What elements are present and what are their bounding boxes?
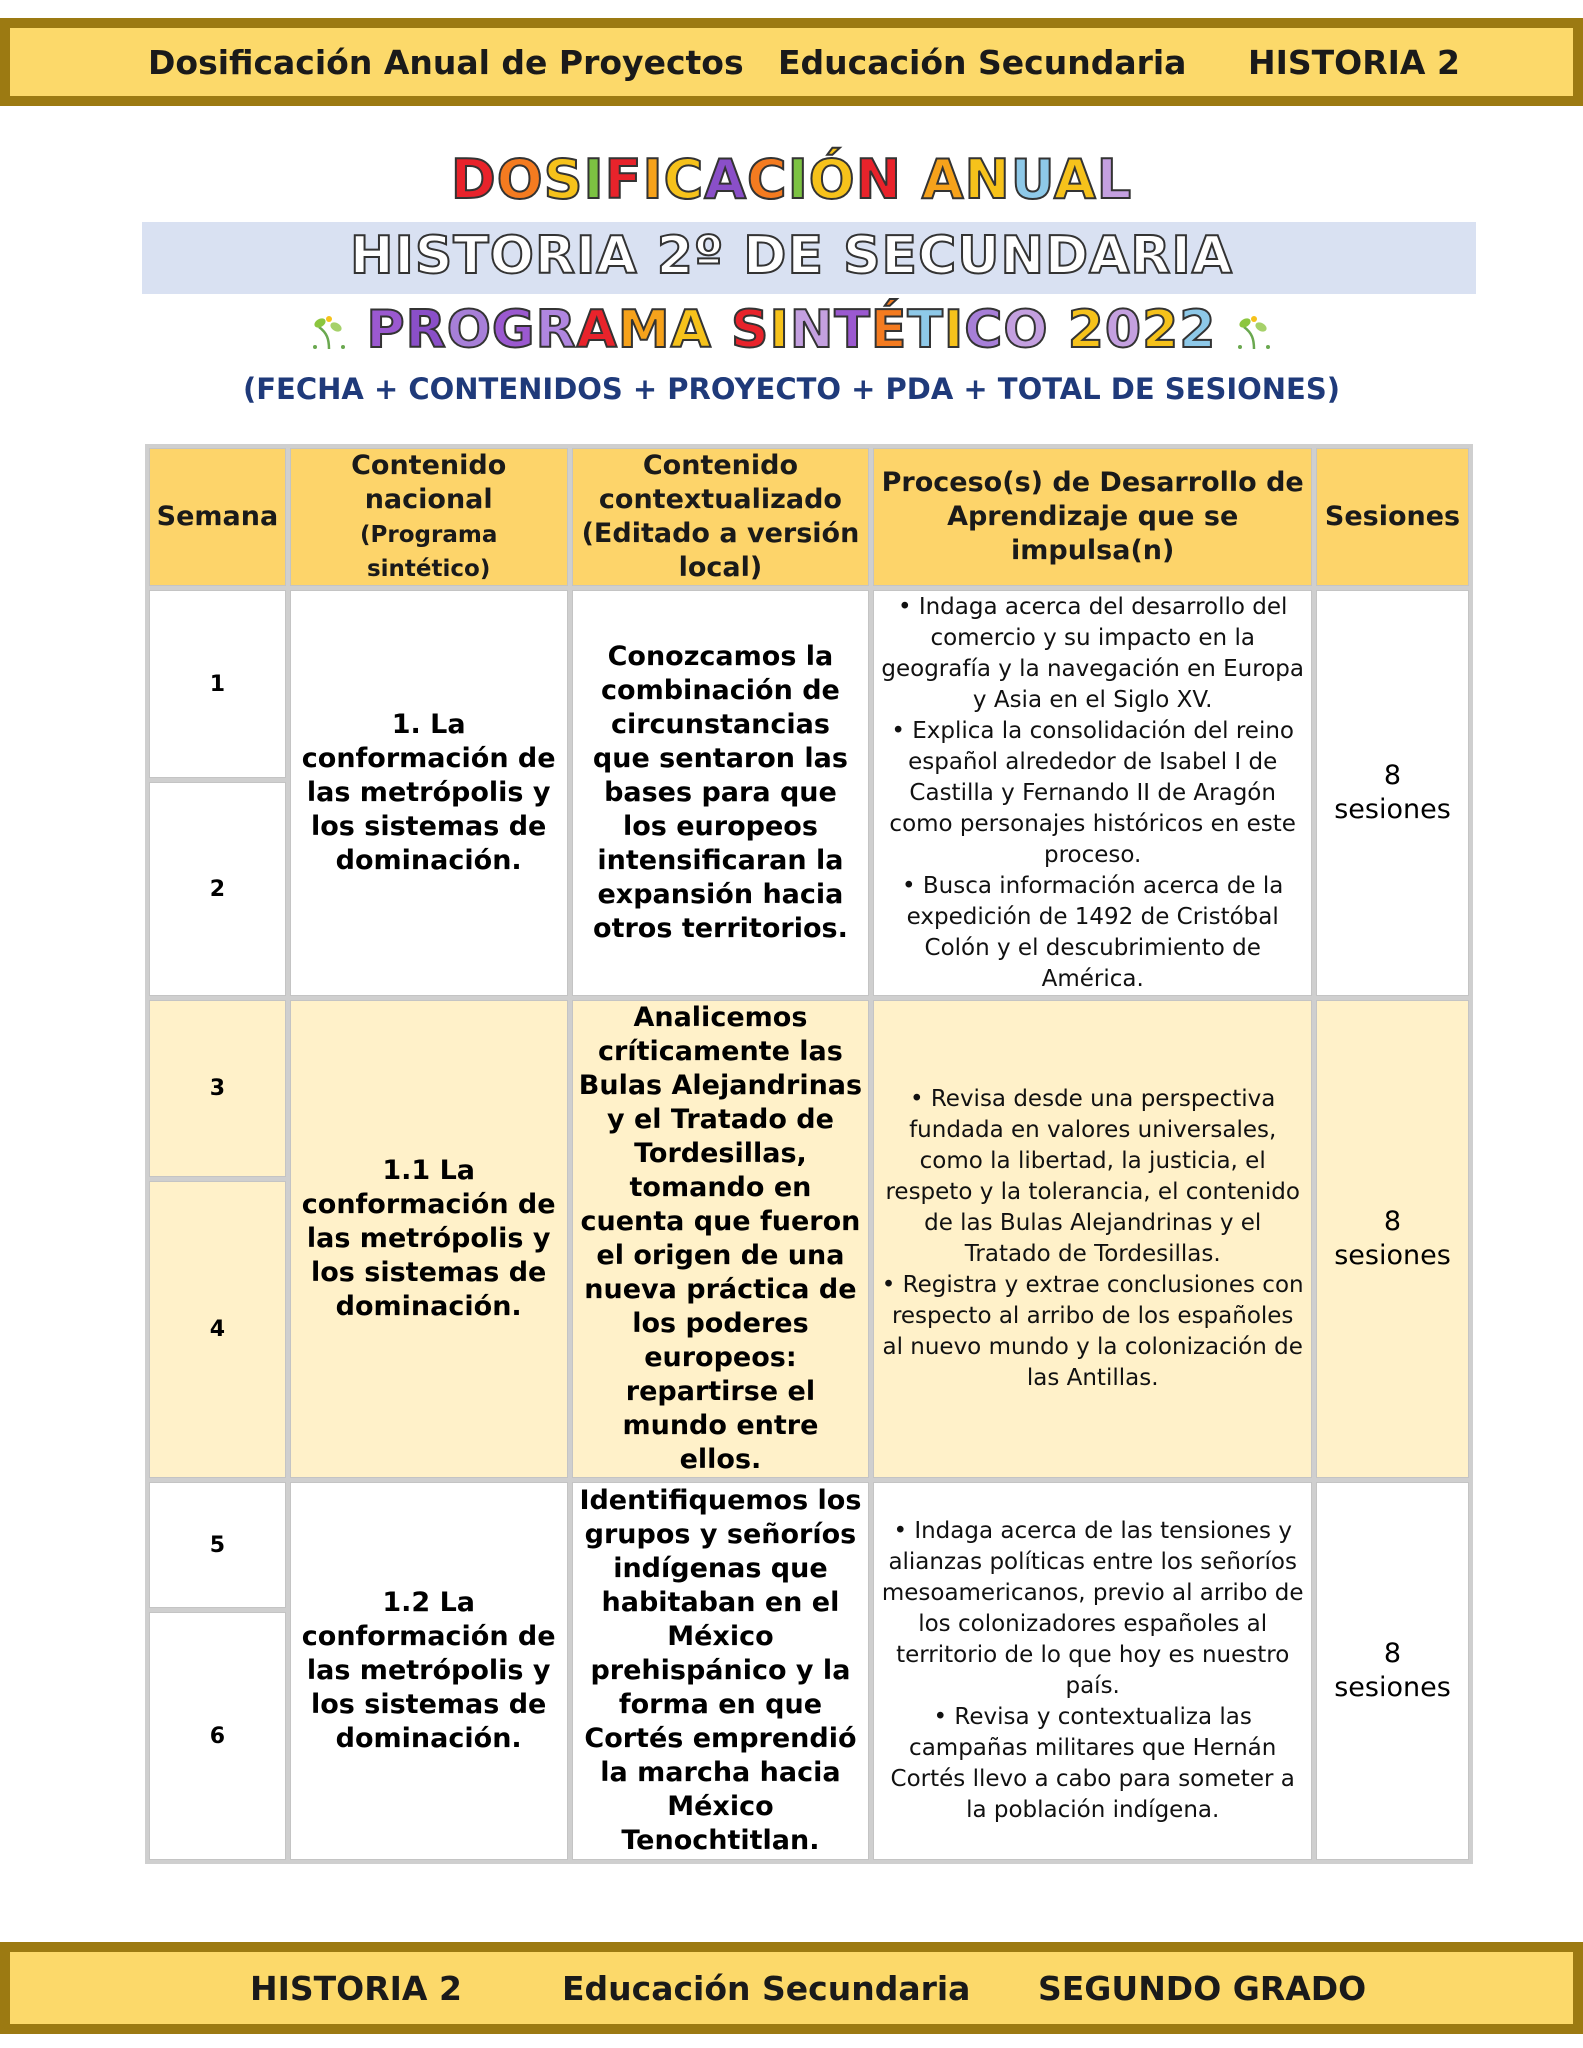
contenido-nacional-cell: 1. La conformación de las metrópolis y los sistemas de dominación.	[290, 590, 568, 996]
header-sesiones: Sesiones	[1316, 448, 1469, 586]
header-nacional-label: Contenido nacional	[351, 450, 507, 515]
pda-item: • Registra y extrae conclusiones con respecto al arribo de los españoles al nuevo mundo y la colonización de las Antillas.	[881, 1272, 1304, 1391]
week-cell: 3	[149, 1000, 286, 1177]
footer-center-text: Educación Secundaria	[562, 1968, 971, 2008]
header-center-text: Educación Secundaria	[778, 42, 1187, 82]
pda-cell	[873, 1482, 1312, 1860]
table-row	[149, 1000, 1469, 1177]
sesiones-cell	[1316, 590, 1469, 996]
week-cell: 2	[149, 782, 286, 996]
sesiones-number: 8	[1383, 760, 1402, 791]
table-header-row	[149, 448, 1469, 586]
week-cell: 4	[149, 1181, 286, 1478]
sesiones-cell	[1316, 1000, 1469, 1478]
title-subtitle: (FECHA + CONTENIDOS + PROYECTO + PDA + TOTAL DE SESIONES)	[242, 372, 1340, 406]
header-nacional-sub: (Programa sintético)	[360, 522, 498, 582]
leaf-decoration-icon	[1234, 313, 1274, 353]
pda-cell	[873, 590, 1312, 996]
header-nacional	[290, 448, 568, 586]
dosificacion-table	[145, 444, 1473, 1864]
table-row	[149, 1482, 1469, 1608]
header-semana: Semana	[149, 448, 286, 586]
pda-item: • Indaga acerca del desarrollo del comercio y su impacto en la geografía y la navegación en Europa y Asia en el Siglo XV.	[881, 593, 1304, 713]
contenido-nacional-cell: 1.1 La conformación de las metrópolis y los sistemas de dominación.	[290, 1000, 568, 1478]
header-pda: Proceso(s) de Desarrollo de Aprendizaje que se impulsa(n)	[873, 448, 1312, 586]
header-left-text: Dosificación Anual de Proyectos	[148, 42, 744, 82]
week-cell: 5	[149, 1482, 286, 1608]
pda-item: • Busca información acerca de la expedición de 1492 de Cristóbal Colón y el descubrimiento de América.	[901, 872, 1284, 992]
header-band	[0, 18, 1583, 106]
sesiones-number: 8	[1383, 1206, 1402, 1237]
contenido-contextualizado-cell: Conozcamos la combinación de circunstancias que sentaron las bases para que los europeos intensificaran la expansión hacia otros territorios.	[572, 590, 870, 996]
header-contextualizado: Contenido contextualizado (Editado a versión local)	[572, 448, 870, 586]
leaf-decoration-icon	[309, 313, 349, 353]
title-dosificacion: DOSIFICACIÓN ANUAL	[450, 148, 1133, 211]
sesiones-label: sesiones	[1334, 794, 1451, 825]
footer-left-text: HISTORIA 2	[250, 1968, 462, 2008]
sesiones-cell	[1316, 1482, 1469, 1860]
pda-item: • Revisa y contextualiza las campañas militares que Hernán Cortés llevo a cabo para someter a la población indígena.	[890, 1704, 1295, 1823]
footer-band	[0, 1942, 1583, 2034]
table-row	[149, 590, 1469, 778]
sesiones-label: sesiones	[1334, 1240, 1451, 1271]
header-right-text: HISTORIA 2	[1248, 42, 1460, 82]
title-programa: PROGRAMA SINTÉTICO 2022	[0, 300, 1583, 360]
week-cell: 1	[149, 590, 286, 778]
pda-item: • Revisa desde una perspectiva fundada en valores universales, como la libertad, la justicia, el respeto y la tolerancia, el contenido de las Bulas Alejandrinas y el Tratado de Tordesillas.	[885, 1086, 1300, 1267]
contenido-contextualizado-cell: Analicemos críticamente las Bulas Alejandrinas y el Tratado de Tordesillas, tomando en cuenta que fueron el origen de una nueva práctica de los poderes europeos: repartirse el mundo entre ellos.	[572, 1000, 870, 1478]
sesiones-number: 8	[1383, 1638, 1402, 1669]
contenido-contextualizado-cell: Identifiquemos los grupos y señoríos indígenas que habitaban en el México prehispánico y la forma en que Cortés emprendió la marcha hacia México Tenochtitlan.	[572, 1482, 870, 1860]
title-historia: HISTORIA 2º DE SECUNDARIA	[349, 226, 1234, 286]
week-cell: 6	[149, 1612, 286, 1860]
pda-cell	[873, 1000, 1312, 1478]
sesiones-label: sesiones	[1334, 1672, 1451, 1703]
contenido-nacional-cell: 1.2 La conformación de las metrópolis y los sistemas de dominación.	[290, 1482, 568, 1860]
footer-right-text: SEGUNDO GRADO	[1038, 1968, 1367, 2008]
pda-item: • Explica la consolidación del reino español alrededor de Isabel I de Castilla y Fernando II de Aragón como personajes históricos en este proceso.	[889, 717, 1296, 868]
pda-item: • Indaga acerca de las tensiones y alianzas políticas entre los señoríos mesoamericanos, previo al arribo de los colonizadores españoles al territorio de lo que hoy es nuestro país.	[881, 1518, 1304, 1699]
